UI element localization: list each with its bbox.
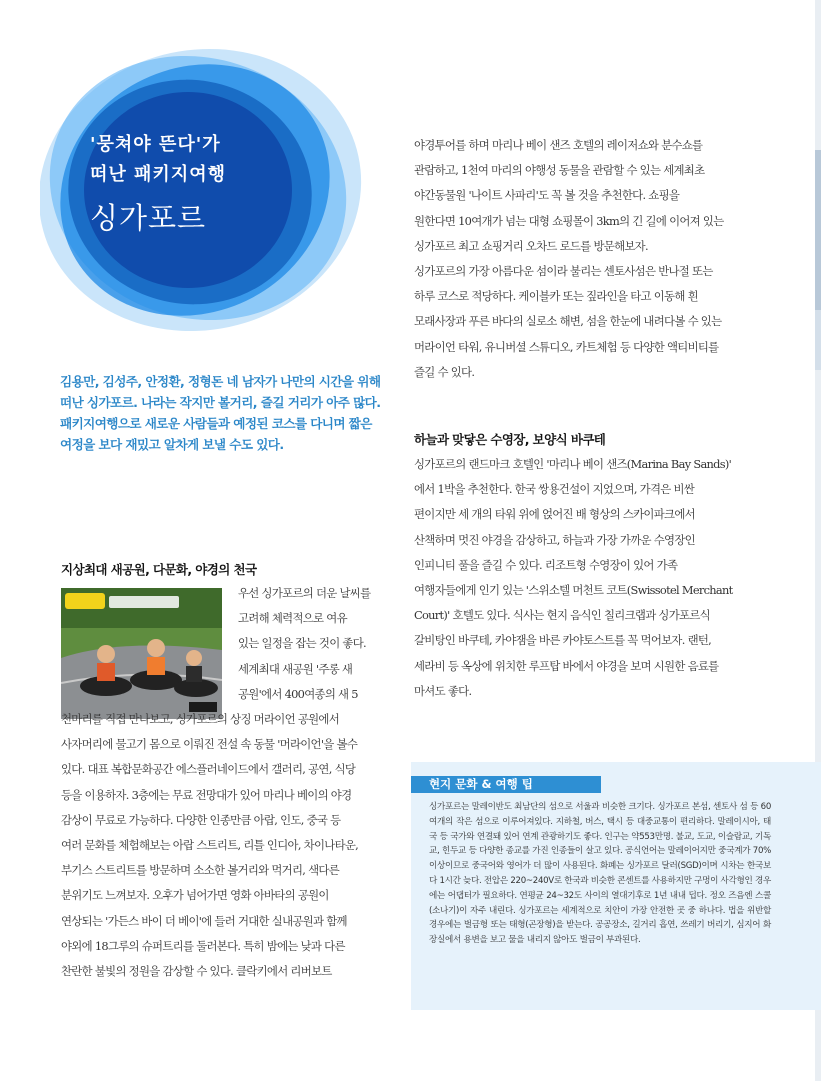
go-kart-photo-image — [61, 588, 222, 719]
text-line: 싱가포르 최고 쇼핑거리 오차드 로드를 방문해보자. — [414, 238, 648, 253]
text-line: 등을 이용하자. 3층에는 무료 전망대가 있어 마리나 베이의 야경 — [61, 787, 352, 802]
text-line: 여행자들에게 인기 있는 '스위소텔 머천트 코트(Swissotel Merchant — [414, 583, 733, 598]
column2-top-text — [414, 133, 759, 385]
text-line: 싱가포르의 가장 아름다운 섬이라 불리는 센토사섬은 반나절 또는 — [414, 264, 713, 279]
tip-label: 현지 문화 & 여행 팁 — [429, 777, 533, 791]
section1-wrap-text — [238, 581, 388, 707]
text-line: 우선 싱가포르의 더운 날씨를 — [238, 586, 371, 600]
text-line: 분위기도 느껴보자. 오후가 넘어가면 영화 아바타의 공원이 — [61, 888, 329, 903]
text-line: 갈비탕인 바쿠테, 카야잼을 바른 카야토스트를 꼭 먹어보자. 랜턴, — [414, 633, 712, 648]
text-line: 마셔도 좋다. — [414, 683, 472, 698]
intro-paragraph: 김용만, 김성주, 안정환, 정형돈 네 남자가 나만의 시간을 위해 떠난 싱가포르. 나라는 작지만 볼거리, 즐길 거리가 아주 많다. 패키지여행으로 새로운 사람들과 예정된 코스를 다니며 짧은 여정을 보다 재밌고 알차게 보낼 수도 있다. — [60, 374, 381, 452]
text-line: 머라이언 타워, 유니버셜 스튜디오, 카트체험 등 다양한 액티비티를 — [414, 339, 719, 354]
text-line: 감상이 무료로 가능하다. 다양한 인종만큼 아랍, 인도, 중국 등 — [61, 812, 341, 827]
text-line: 연상되는 '가든스 바이 더 베이'에 들러 거대한 실내공원과 함께 — [61, 913, 347, 928]
tip-label-bar — [411, 776, 601, 793]
go-kart-photo — [61, 588, 222, 719]
text-line: 야간동물원 '나이트 사파리'도 꼭 볼 것을 추천한다. 쇼핑을 — [414, 188, 680, 203]
text-line: 관람하고, 1천여 마리의 야행성 동물을 관람할 수 있는 세계최초 — [414, 163, 705, 178]
text-line: 세라비 등 옥상에 위치한 루프탑 바에서 야경을 보며 시원한 음료를 — [414, 658, 719, 673]
hero-blob-graphic — [40, 40, 370, 340]
text-line: 에서 1박을 추천한다. 한국 쌍용건설이 지었으며, 가격은 비싼 — [414, 482, 695, 497]
section1-body — [61, 707, 391, 984]
text-line: 인피니티 풀을 즐길 수 있다. 리조트형 수영장이 있어 가족 — [414, 557, 678, 572]
edge-tab — [815, 150, 821, 310]
text-line: 즐길 수 있다. — [414, 364, 475, 379]
text-line: 공원'에서 400여종의 새 5 — [238, 686, 358, 701]
text-line: 하루 코스로 적당하다. 케이블카 또는 짚라인을 타고 이동해 흰 — [414, 289, 698, 304]
text-line: 여러 문화를 체험해보는 아랍 스트리트, 리틀 인디아, 차이나타운, — [61, 838, 359, 853]
text-line: 세계최대 새공원 '주롱 새 — [238, 661, 353, 676]
section1-heading: 지상최대 새공원, 다문화, 야경의 천국 — [61, 562, 257, 577]
section2-body — [414, 452, 759, 704]
text-line: 야경투어를 하며 마리나 베이 샌즈 호텔의 레이저쇼와 분수쇼를 — [414, 138, 703, 152]
text-line: 모래사장과 푸른 바다의 실로소 해변, 섬을 한눈에 내려다볼 수 있는 — [414, 314, 722, 329]
hero-title: 싱가포르 — [90, 201, 207, 235]
edge-tab — [815, 310, 821, 370]
text-line: 편이지만 세 개의 타워 위에 얹어진 배 형상의 스카이파크에서 — [414, 507, 695, 522]
tip-text: 싱가포르는 말레이반도 최남단의 섬으로 서울과 비슷한 크기다. 싱가포르 본섬, 센토사 섬 등 60여개의 작은 섬으로 이루어져있다. 지하철, 버스, 택시 등 대중교통이 편리하다. 말레이시아, 태국 등 국가와 연결돼 있어 연계 관광하기도 좋다. 인구는 약553만명. 불교, 도교, 이슬람교, 기독교, 힌두교 등 다양한 종교를 가진 인종들이 살고 있다. 공식언어는 말레이어지만 중국계가 70% 이상이므로 중국어와 영어가 더 많이 사용된다. 화폐는 싱가포르 달러(SGD)이며 시차는 한국보다 1시간 늦다. 전압은 220~240V로 한국과 비슷한 콘센트를 사용하지만 구멍이 사각형인 경우에는 어댑터가 필요하다. 연평균 24~32도 사이의 열대기후로 1년 내내 덥다. 정오 즈음엔 스콜(소나기)이 자주 내린다. 싱가포르는 세계적으로 치안이 가장 안전한 곳 중 하나다. 법을 위반할 경우에는 벌금형 또는 태형(곤장형)을 받는다. 공공장소, 길거리 흡연, 쓰레기 버리기, 심지어 화장실에서 용변을 보고 물을 내리지 않아도 벌금이 부과된다. — [429, 802, 771, 946]
text-line: 천마리를 직접 만나보고, 싱가포르의 상징 머라이언 공원에서 — [61, 712, 340, 726]
hero-line-2: 떠난 패키지여행 — [90, 164, 226, 185]
section2-heading: 하늘과 맞닿은 수영장, 보양식 바쿠테 — [414, 432, 606, 447]
text-line: 싱가포르의 랜드마크 호텔인 '마리나 베이 샌즈(Marina Bay Sands)' — [414, 457, 732, 471]
text-line: 있다. 대표 복합문화공간 에스플러네이드에서 갤러리, 공연, 식당 — [61, 762, 356, 777]
text-line: 산책하며 멋진 야경을 감상하고, 하늘과 가장 가까운 수영장인 — [414, 532, 695, 547]
text-line: 사자머리에 물고기 몸으로 이뤄진 전설 속 동물 '머라이언'을 볼수 — [61, 737, 358, 752]
text-line: 있는 일정을 잡는 것이 좋다. — [238, 636, 366, 651]
text-line: Court)' 호텔도 있다. 식사는 현지 음식인 칠리크랩과 싱가포르식 — [414, 608, 710, 623]
text-line: 부기스 스트리트를 방문하며 소소한 볼거리와 먹거리, 색다른 — [61, 863, 340, 878]
text-line: 고려해 체력적으로 여유 — [238, 611, 347, 626]
hero-line-1: '뭉쳐야 뜬다'가 — [90, 134, 221, 155]
text-line: 찬란한 불빛의 정원을 감상할 수 있다. 클락키에서 리버보트 — [61, 964, 332, 979]
text-line: 원한다면 10여개가 넘는 대형 쇼핑몰이 3km의 긴 길에 이어져 있는 — [414, 213, 724, 228]
text-line: 야외에 18그루의 슈퍼트리를 둘러본다. 특히 밤에는 낮과 다른 — [61, 938, 345, 953]
